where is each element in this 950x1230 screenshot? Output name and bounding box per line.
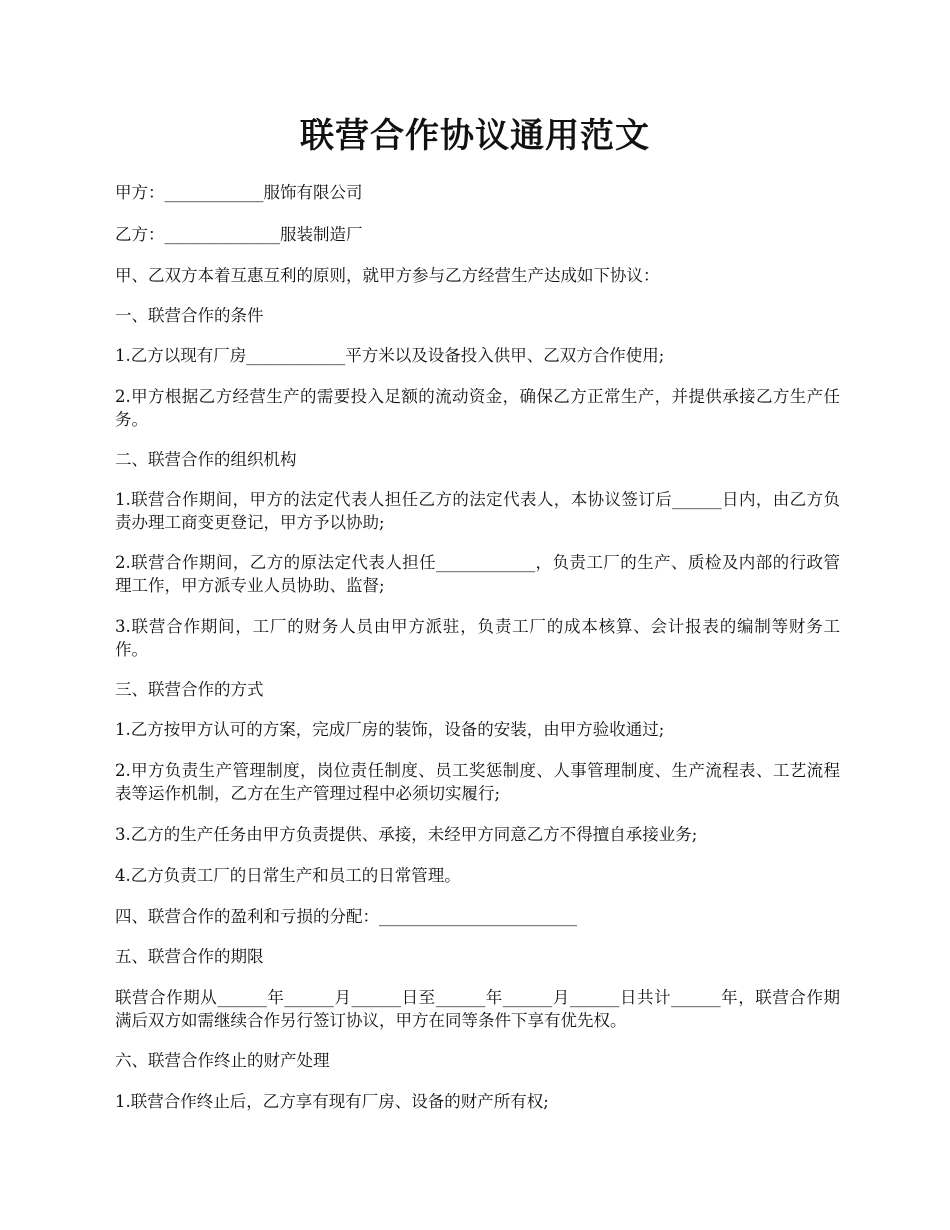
- section-heading-2: 二、联营合作的组织机构: [115, 450, 297, 469]
- preamble-paragraph: 甲、乙双方本着互惠互利的原则，就甲方参与乙方经营生产达成如下协议：: [115, 266, 660, 285]
- clause-2-1: 1.联营合作期间，甲方的法定代表人担任乙方的法定代表人，本协议签订后______日内，由乙方负责办理工商变更登记，甲方予以协助;: [115, 490, 840, 532]
- clause-1-2: 2.甲方根据乙方经营生产的需要投入足额的流动资金，确保乙方正常生产，并提供承接乙方生产任务。: [115, 387, 840, 429]
- clause-3-3: 3.乙方的生产任务由甲方负责提供、承接，未经甲方同意乙方不得擅自承接业务;: [115, 825, 698, 844]
- section-heading-5: 五、联营合作的期限: [115, 947, 264, 966]
- clause-2-2: 2.联营合作期间，乙方的原法定代表人担任____________，负责工厂的生产、质检及内部的行政管理工作，甲方派专业人员协助、监督;: [115, 553, 840, 595]
- clause-3-1: 1.乙方按甲方认可的方案，完成厂房的装饰，设备的安装，由甲方验收通过;: [115, 720, 665, 739]
- clause-2-3: 3.联营合作期间，工厂的财务人员由甲方派驻，负责工厂的成本核算、会计报表的编制等财务工作。: [115, 617, 840, 659]
- clause-3-2: 2.甲方负责生产管理制度，岗位责任制度、员工奖惩制度、人事管理制度、生产流程表、工艺流程表等运作机制，乙方在生产管理过程中必须切实履行;: [115, 761, 840, 803]
- clause-3-4: 4.乙方负责工厂的日常生产和员工的日常管理。: [115, 866, 461, 885]
- section-heading-4: 四、联营合作的盈利和亏损的分配：________________________: [115, 907, 577, 926]
- clause-1-1: 1.乙方以现有厂房____________平方米以及设备投入供甲、乙双方合作使用;: [115, 346, 665, 365]
- section-heading-3: 三、联营合作的方式: [115, 680, 264, 699]
- document-title: 联营合作协议通用范文: [300, 116, 650, 156]
- section-heading-6: 六、联营合作终止的财产处理: [115, 1051, 330, 1070]
- term-paragraph: 联营合作期从______年______月______日至______年______月______日共计______年，联营合作期满后双方如需继续合作另行签订协议，甲方在同等条件下享有优先权。: [115, 988, 840, 1030]
- clause-6-1: 1.联营合作终止后，乙方享有现有厂房、设备的财产所有权;: [115, 1092, 549, 1111]
- party-b-line: 乙方：______________服装制造厂: [115, 225, 363, 244]
- section-heading-1: 一、联营合作的条件: [115, 306, 264, 325]
- party-a-line: 甲方：____________服饰有限公司: [115, 183, 363, 202]
